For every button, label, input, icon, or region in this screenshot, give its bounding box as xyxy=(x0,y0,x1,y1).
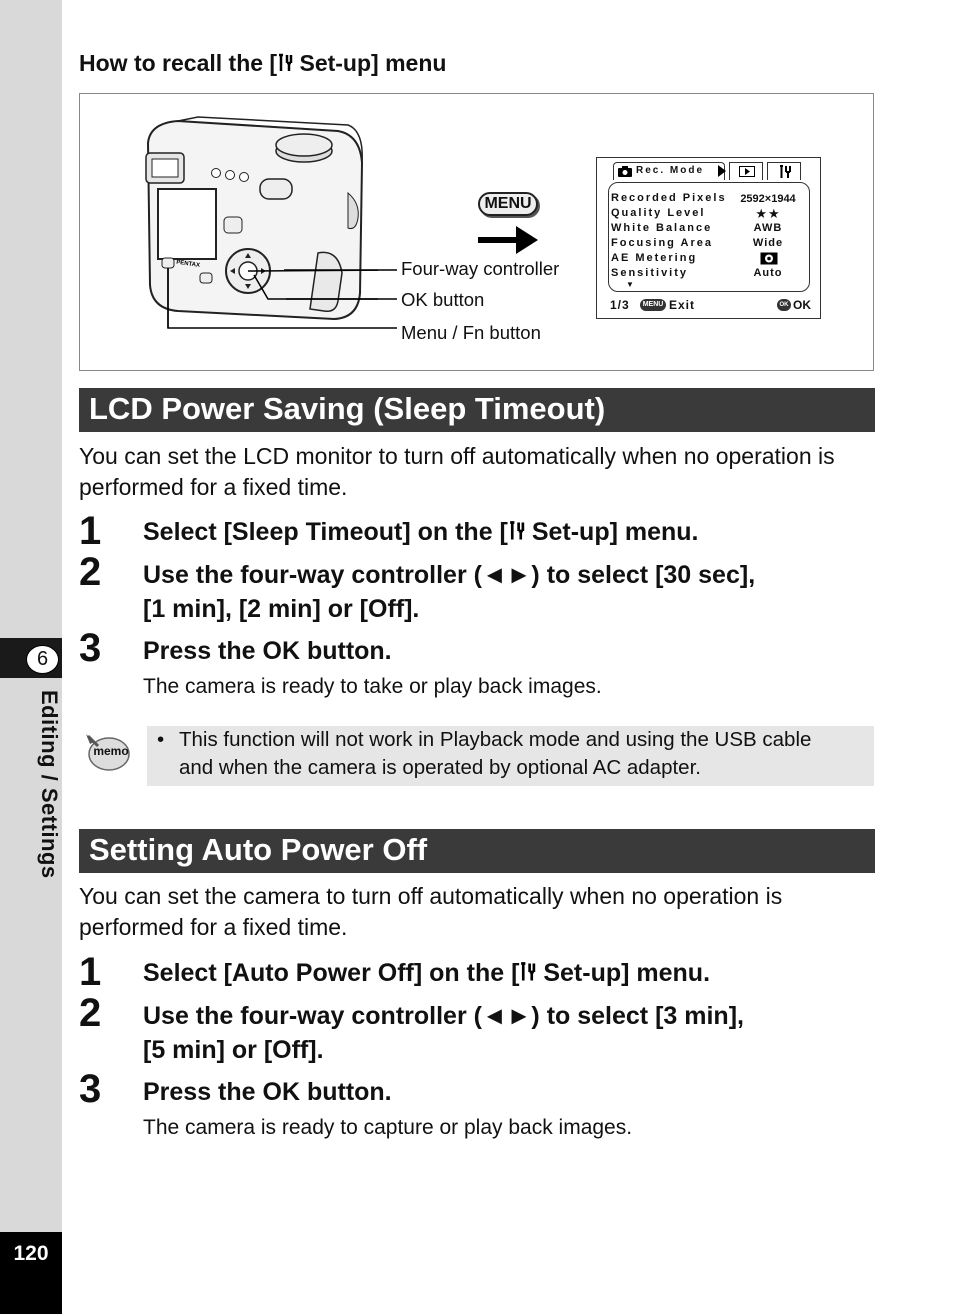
step-text: Select [Sleep Timeout] on the [ Set-up] menu. xyxy=(143,518,699,546)
lcd-value-white-balance: AWB xyxy=(753,222,783,234)
camera-brand: PENTAX xyxy=(175,259,201,269)
lcd-exit-label: Exit xyxy=(669,298,696,312)
step-number: 1 xyxy=(79,950,102,994)
chapter-title: Editing / Settings xyxy=(37,690,62,879)
camera-icon xyxy=(618,166,632,177)
lcd-tab-setup xyxy=(767,162,801,180)
memo-note: • This function will not work in Playback mode and using the USB cable and when the camera is operated by optional AC adapter. xyxy=(147,726,874,786)
callout-four-way: Four-way controller xyxy=(401,258,560,279)
callout-menu-fn-button: Menu / Fn button xyxy=(401,322,541,343)
step-text: Press the OK button. xyxy=(143,1078,392,1106)
lcd-row-ae-metering: AE Metering xyxy=(611,252,698,264)
lcd-row-white-balance: White Balance xyxy=(611,222,713,234)
step-number: 2 xyxy=(79,550,102,594)
step-sub-text: The camera is ready to capture or play back images. xyxy=(143,1116,633,1139)
lcd-value-focusing-area: Wide xyxy=(752,237,784,249)
step-number: 1 xyxy=(79,509,102,553)
lcd-tab-playback xyxy=(729,162,763,180)
chapter-number: 6 xyxy=(26,645,59,674)
arrow-right-icon xyxy=(478,226,540,254)
lcd-tab-rec-mode: Rec. Mode xyxy=(613,162,725,180)
lcd-value-recorded-pixels: 2592×1944 xyxy=(740,193,796,205)
step-number: 3 xyxy=(79,626,102,670)
recall-heading: How to recall the [ Set-up] menu xyxy=(79,50,447,76)
setup-wrench-icon xyxy=(778,165,792,179)
page-number: 120 xyxy=(13,1242,49,1265)
setup-wrench-icon xyxy=(277,53,293,73)
step-text: Use the four-way controller (◄►) to select [3 min], [5 min] or [Off]. xyxy=(143,1002,744,1064)
section-title-sleep-timeout: LCD Power Saving (Sleep Timeout) xyxy=(79,388,875,432)
lcd-value-quality-level: ★★ xyxy=(755,206,781,221)
step-text: Use the four-way controller (◄►) to select [30 sec], [1 min], [2 min] or [Off]. xyxy=(143,561,756,623)
callout-ok-button: OK button xyxy=(401,289,485,310)
lcd-row-sensitivity: Sensitivity xyxy=(611,267,689,279)
setup-wrench-icon xyxy=(519,961,536,983)
step-number: 3 xyxy=(79,1067,102,1111)
lcd-value-sensitivity: Auto xyxy=(753,267,783,279)
lcd-row-recorded-pixels: Recorded Pixels xyxy=(611,192,727,204)
lcd-row-quality-level: Quality Level xyxy=(611,207,706,219)
lcd-menu-key: MENU xyxy=(640,299,666,311)
lcd-row-focusing-area: Focusing Area xyxy=(611,237,713,249)
leader-lines xyxy=(166,268,398,330)
lcd-page-indicator: 1/3 xyxy=(610,298,630,312)
section-title-auto-power-off: Setting Auto Power Off xyxy=(79,829,875,873)
step-sub-text: The camera is ready to take or play back images. xyxy=(143,675,602,698)
step-text: Press the OK button. xyxy=(143,637,392,665)
scroll-down-icon: ▼ xyxy=(626,280,634,289)
metering-icon xyxy=(760,252,778,265)
step-text: Select [Auto Power Off] on the [ Set-up] menu. xyxy=(143,959,711,987)
tab-arrow-icon xyxy=(718,165,726,177)
setup-wrench-icon xyxy=(508,520,525,542)
section2-intro: You can set the camera to turn off automatically when no operation is performed for a fixed time. xyxy=(79,883,783,940)
playback-icon xyxy=(739,166,755,177)
lcd-ok-label: OK xyxy=(793,298,811,312)
lcd-menu-screen xyxy=(596,157,821,319)
lcd-ok-key: OK xyxy=(777,299,791,311)
menu-key-icon: MENU xyxy=(478,192,538,216)
step-number: 2 xyxy=(79,991,102,1035)
section1-intro: You can set the LCD monitor to turn off automatically when no operation is performed for a fixed time. xyxy=(79,443,835,500)
memo-icon: memo xyxy=(84,732,130,772)
